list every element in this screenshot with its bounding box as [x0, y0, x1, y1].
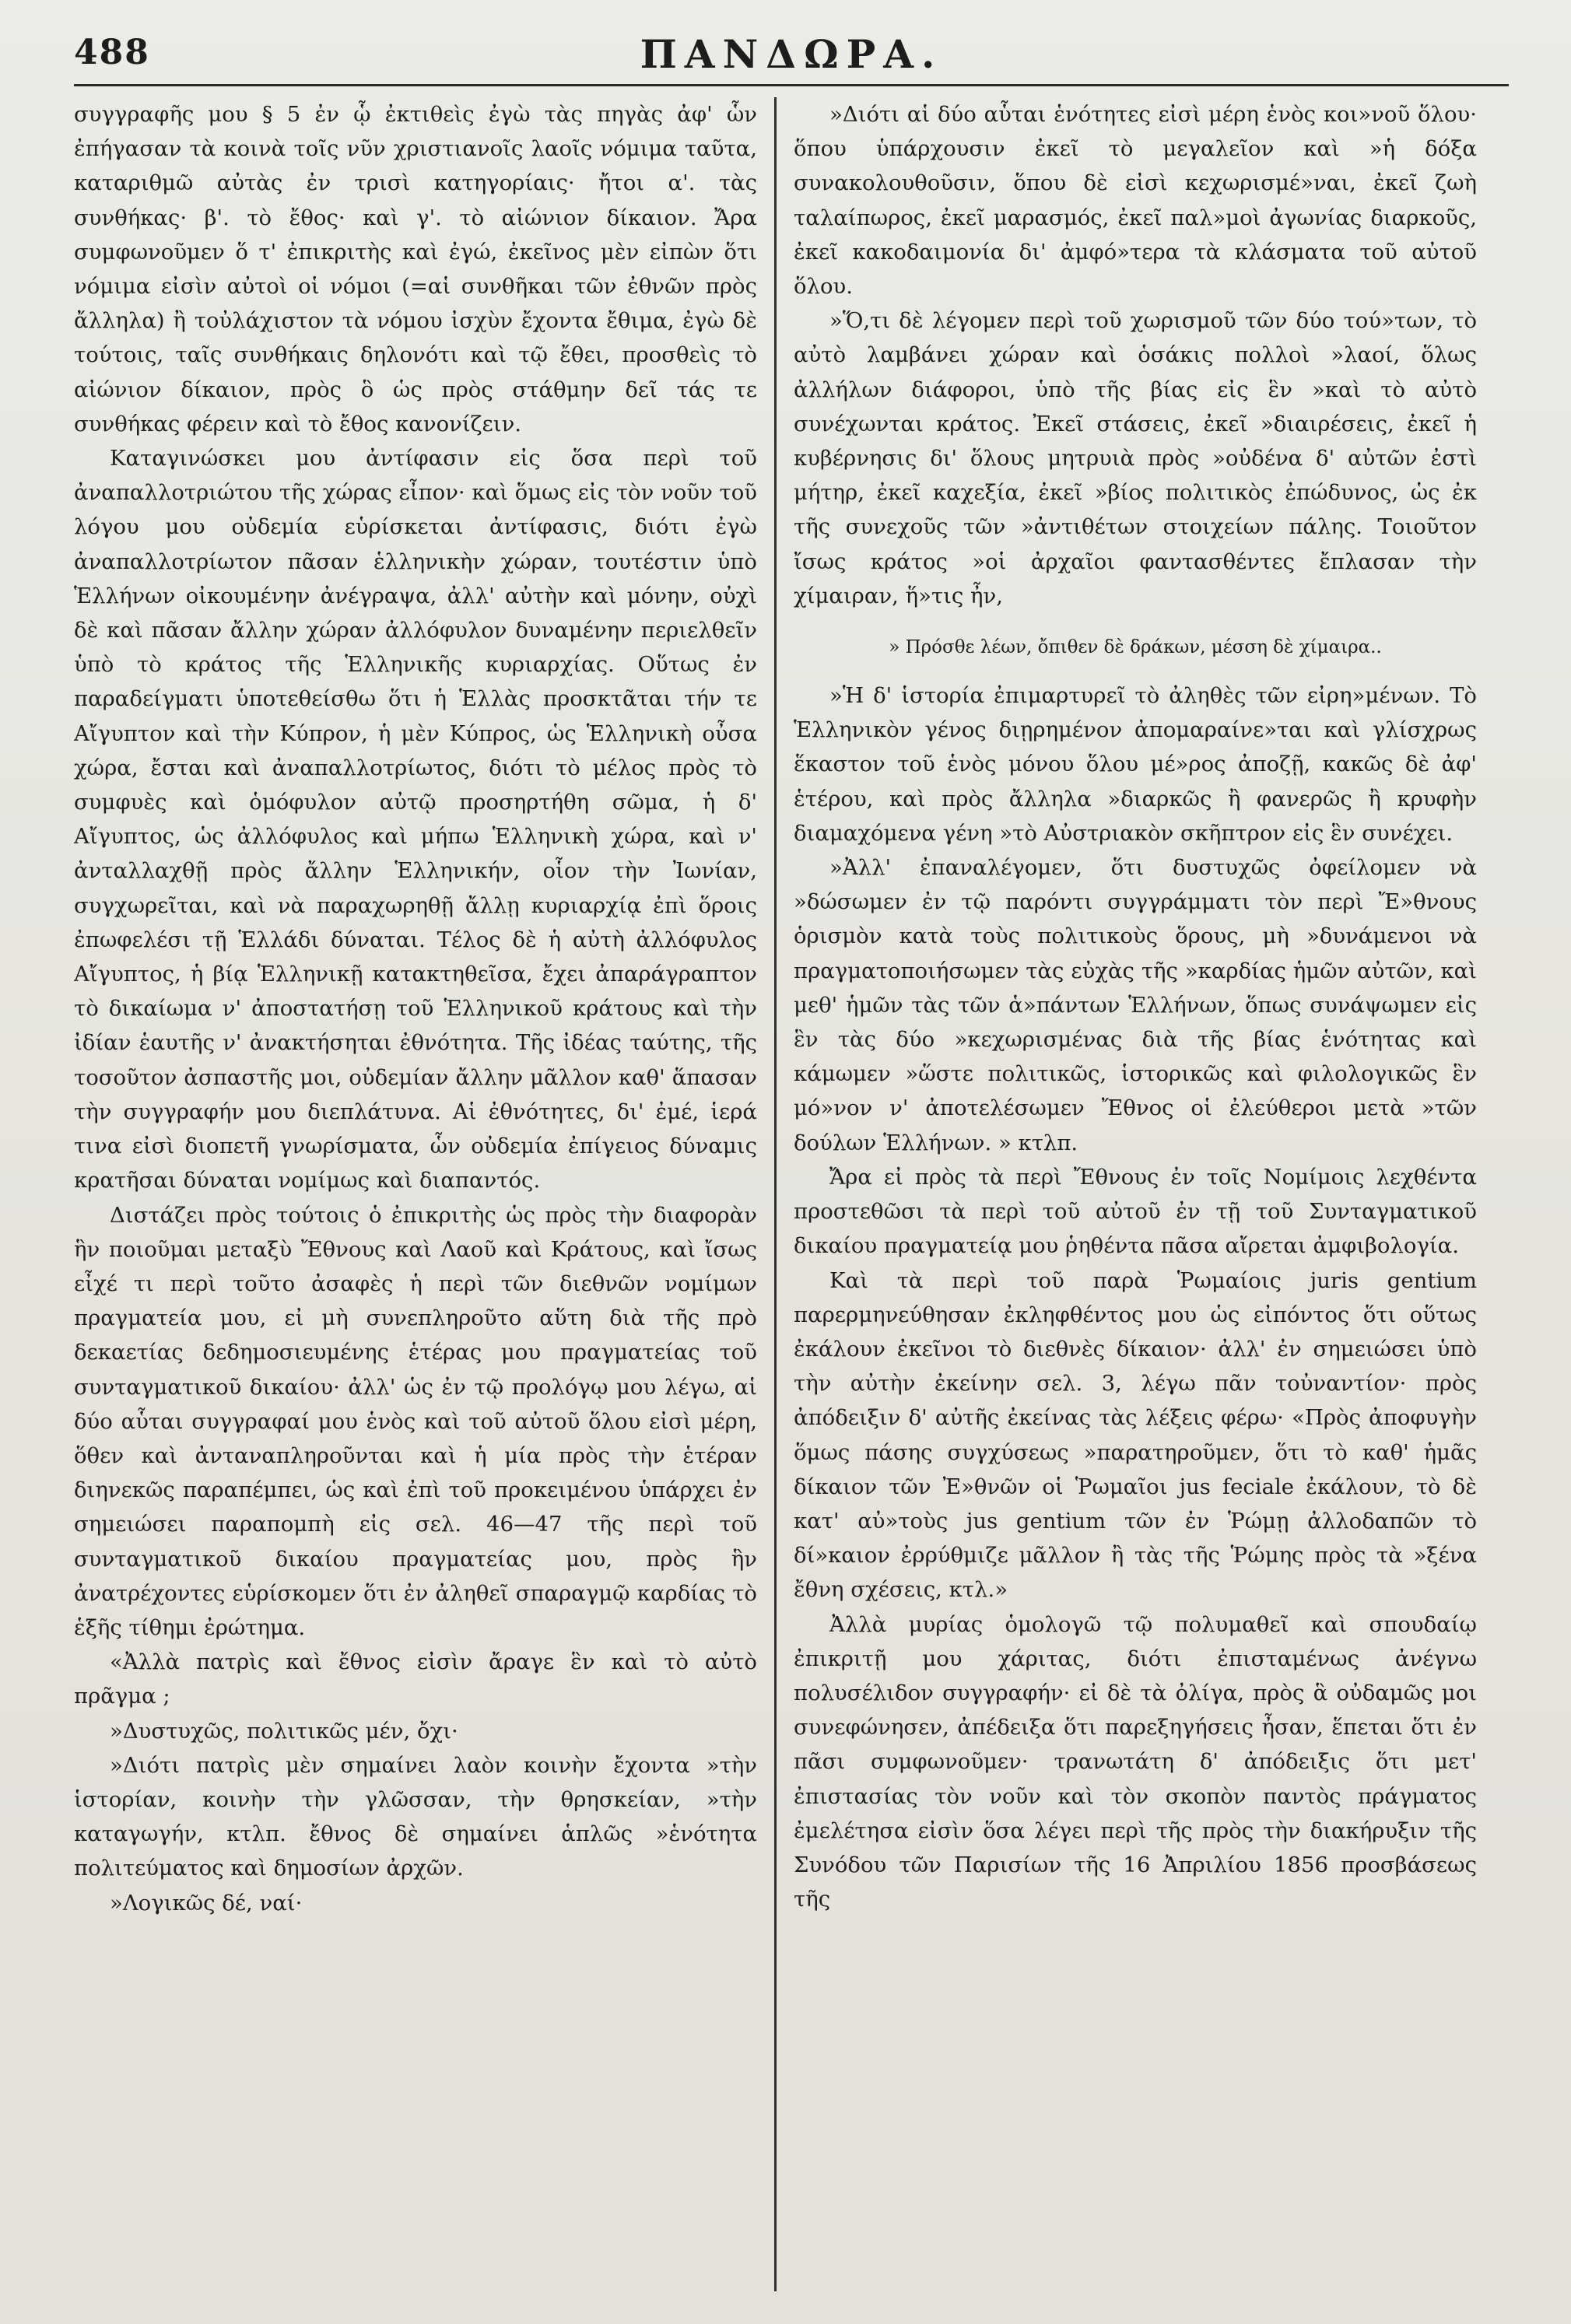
quote-paragraph: »Διότι αἱ δύο αὗται ἑνότητες εἰσὶ μέρη ἑνὸς κοι»νοῦ ὅλου· ὅπου ὑπάρχουσιν ἐκεῖ τὸ μεγαλεῖον καὶ »ἡ δόξα συνακολουθοῦσιν, ὅπου δὲ εἰσὶ κεχωρισμέ»ναι, ἐκεῖ ζωὴ ταλαίπωρος, ἐκεῖ μαρασμός, ἐκεῖ παλ»μοὶ ἀγωνίας διαρκοῦς, ἐκεῖ κακοδαιμονία δι' ἀμφό»τερα τὰ κλάσματα τοῦ αὐτοῦ ὅλου.: [794, 102, 1477, 300]
quote-paragraph: »Ἡ δ' ἱστορία ἐπιμαρτυρεῖ τὸ ἀληθὲς τῶν εἰρη»μένων. Τὸ Ἑλληνικὸν γένος διῃρημένον ἀπομαραίνε»ται καὶ γλίσχρως ἕκαστον τοῦ ἑνὸς μόνου ὅλου μέ»ρος ἀποζῇ, κακῶς δὲ ἀφ' ἑτέρου, καὶ πρὸς ἄλληλα »διαρκῶς ἢ φανερῶς ἢ κρυφὴν διαμαχόμενα γένη »τὸ Αὐστριακὸν σκῆπτρον εἰς ἓν συνέχει.: [794, 683, 1477, 846]
page-number: 488: [74, 33, 150, 72]
left-column: [74, 97, 774, 2291]
quote-paragraph: «Ἀλλὰ πατρὶς καὶ ἔθνος εἰσὶν ἄραγε ἓν καὶ τὸ αὐτὸ πρᾶγμα ;: [74, 1649, 757, 1709]
paragraph: συγγραφῆς μου § 5 ἐν ᾧ ἐκτιθεὶς ἐγὼ τὰς πηγὰς ἀφ' ὧν ἐπήγασαν τὰ κοινὰ τοῖς νῦν χριστιανοῖς λαοῖς νόμιμα ταῦτα, καταριθμῶ αὐτὰς ἐν τρισὶ κατηγορίαις· ἤτοι α'. τὰς συνθήκας· β'. τὸ ἔθος· καὶ γ'. τὸ αἰώνιον δίκαιον. Ἄρα συμφωνοῦμεν ὅ τ' ἐπικριτὴς καὶ ἐγώ, ἐκεῖνος μὲν εἰπὼν ὅτι νόμιμα εἰσὶν αὐτοὶ οἱ νόμοι (=αἱ συνθῆκαι τῶν ἐθνῶν πρὸς ἄλληλα) ἢ τοὐλάχιστον τὰ νόμου ἰσχὺν ἔχοντα ἔθιμα, ἐγὼ δὲ τούτοις, ταῖς συνθήκαις δηλονότι καὶ τῷ ἔθει, προσθεὶς τὸ αἰώνιον δίκαιον, πρὸς ὃ ὡς πρὸς στάθμην δεῖ τάς τε συνθήκας φέρειν καὶ τὸ ἔθος κανονίζειν.: [74, 102, 757, 436]
quote-paragraph: »Λογικῶς δέ, ναί·: [110, 1890, 303, 1916]
quote-paragraph: »Διότι πατρὶς μὲν σημαίνει λαὸν κοινὴν ἔχοντα »τὴν ἱστορίαν, κοινὴν τὴν γλῶσσαν, τὴν θρησκείαν, »τὴν καταγωγήν, κτλπ. ἔθνος δὲ σημαίνει ἁπλῶς »ἑνότητα πολιτεύματος καὶ δημοσίων ἀρχῶν.: [74, 1752, 757, 1881]
text-columns: [74, 97, 1509, 2291]
quote-paragraph: »Ὅ,τι δὲ λέγομεν περὶ τοῦ χωρισμοῦ τῶν δύο τού»των, τὸ αὐτὸ λαμβάνει χώραν καὶ ὁσάκις πολλοὶ »λαοί, ὅλως ἀλλήλων διάφοροι, ὑπὸ τῆς βίας εἰς ἓν »καὶ τὸ αὐτὸ συνέχωνται κράτος. Ἐκεῖ στάσεις, ἐκεῖ »διαιρέσεις, ἐκεῖ ἡ κυβέρνησις δι' ὅλους μητρυιὰ πρὸς »οὐδένα δ' αὐτῶν ἐστὶ μήτηρ, ἐκεῖ καχεξία, ἐκεῖ »βίος πολιτικὸς ἐπώδυνος, ὡς ἐκ τῆς συνεχοῦς τῶν »ἀντιθέτων στοιχείων πάλης. Τοιοῦτον ἴσως κράτος »οἱ ἀρχαῖοι φαντασθέντες ἔπλασαν τὴν χίμαιραν, ἥ»τις ἦν,: [794, 308, 1477, 608]
paragraph: Καταγινώσκει μου ἀντίφασιν εἰς ὅσα περὶ τοῦ ἀναπαλλοτριώτου τῆς χώρας εἶπον· καὶ ὅμως εἰς τὸν νοῦν τοῦ λόγου μου οὐδεμία εὑρίσκεται ἀντίφασις, διότι ἐγὼ ἀναπαλλοτρίωτον πᾶσαν ἑλληνικὴν χώραν, τουτέστιν ὑπὸ Ἑλλήνων οἰκουμένην ἀνέγραψα, ἀλλ' αὐτὴν καὶ μόνην, οὐχὶ δὲ καὶ πᾶσαν ἄλλην χώραν ἀλλόφυλον δυναμένην περιελθεῖν ὑπὸ τὸ κράτος τῆς Ἑλληνικῆς κυριαρχίας. Οὕτως ἐν παραδείγματι ὑποτεθείσθω ὅτι ἡ Ἑλλὰς προσκτᾶται τήν τε Αἴγυπτον καὶ τὴν Κύπρον, ἡ μὲν Κύπρος, ὡς Ἑλληνικὴ οὖσα χώρα, ἔσται καὶ ἀναπαλλοτρίωτος, διότι τὸ μέλος πρὸς τὸ συμφυὲς καὶ ὁμόφυλον αὐτῷ προσηρτήθη σῶμα, ἡ δ' Αἴγυπτος, ὡς ἀλλόφυλος καὶ μήπω Ἑλληνικὴ χώρα, καὶ ν' ἀνταλλαχθῇ πρὸς ἄλλην Ἑλληνικήν, οἷον τὴν Ἰωνίαν, συγχωρεῖται, καὶ νὰ παραχωρηθῇ ἄλλῃ κυριαρχίᾳ ἐπὶ ὅροις ἐπωφελέσι τῇ Ἑλλάδι δύναται. Τέλος δὲ ἡ αὐτὴ ἀλλόφυλος Αἴγυπτος, ἡ βίᾳ Ἑλληνικῇ κατακτηθεῖσα, ἔχει ἀπαράγραπτον τὸ δικαίωμα ν' ἀποστατήσῃ τοῦ Ἑλληνικοῦ κράτους καὶ τὴν ἰδίαν ἑαυτῆς ν' ἀνακτήσηται ἐθνότητα. Τῆς ἰδέας ταύτης, τῆς τοσοῦτον ἀσπαστῆς μοι, οὐδεμίαν ἄλλην μᾶλλον καθ' ἅπασαν τὴν συγγραφήν μου διεπλάτυνα. Αἱ ἐθνότητες, δι' ἐμέ, ἱερά τινα εἰσὶ διοπετῆ γνωρίσματα, ὧν οὐδεμία ἐπίγειος δύναμις κρατῆσαι δύναται νομίμως καὶ διαπαντός.: [74, 446, 758, 1194]
quote-paragraph: »Δυστυχῶς, πολιτικῶς μέν, ὄχι·: [110, 1718, 458, 1744]
page-header: [74, 30, 1509, 86]
paragraph: Ἄρα εἰ πρὸς τὰ περὶ Ἔθνους ἐν τοῖς Νομίμοις λεχθέντα προστεθῶσι τὰ περὶ τοῦ αὐτοῦ ἐν τῇ τοῦ Συνταγματικοῦ δικαίου πραγματείᾳ μου ῥηθέντα πᾶσα αἴρεται ἀμφιβολογία.: [794, 1164, 1477, 1259]
right-column: [777, 97, 1477, 2291]
paragraph: Ἀλλὰ μυρίας ὁμολογῶ τῷ πολυμαθεῖ καὶ σπουδαίῳ ἐπικριτῇ μου χάριτας, διότι ἐπισταμένως ἀνέγνω πολυσέλιδον συγγραφήν· εἰ δὲ τὰ ὀλίγα, πρὸς ἃ οὐδαμῶς μοι συνεφώνησεν, ἀπέδειξα ὅτι παρεξηγήσεις ἦσαν, ἕπεται ὅτι ἐν πᾶσι συμφωνοῦμεν· τρανωτάτη δ' ἀπόδειξις ὅτι μετ' ἐπιστασίας τὸν νοῦν καὶ τὸν σκοπὸν παντὸς πράγματος ἐμελέτησα εἰσὶν ὅσα λέγει περὶ τῆς πρὸς τὴν διακήρυξιν τῆς Συνόδου τῶν Παρισίων τῆς 16 Ἀπριλίου 1856 προσβάσεως τῆς: [794, 1611, 1477, 1912]
running-title: ΠΑΝΔΩΡΑ.: [640, 31, 943, 77]
paragraph: Καὶ τὰ περὶ τοῦ παρὰ Ῥωμαίοις juris gentium παρερμηνεύθησαν ἐκληφθέντος μου ὡς εἰπόντος ὅτι οὕτως ἐκάλουν ἐκεῖνοι τὸ διεθνὲς δίκαιον· ἀλλ' ἐν σημειώσει ὑπὸ τὴν αὐτὴν ἐκείνην σελ. 3, λέγω πᾶν τοὐναντίον· πρὸς ἀπόδειξιν δ' αὐτῆς ἐκείνας τὰς λέξεις φέρω· «Πρὸς ἀποφυγὴν ὅμως πάσης συγχύσεως »παρατηροῦμεν, ὅτι τὸ καθ' ἡμᾶς δίκαιον τῶν Ἐ»θνῶν οἱ Ῥωμαῖοι jus feciale ἐκάλουν, τὸ δὲ κατ' αὐ»τοὺς jus gentium τῶν ἐν Ῥώμῃ ἀλλοδαπῶν τὸ δί»καιον ἐρρύθμιζε μᾶλλον ἢ τὰς τῆς Ῥώμης πρὸς τὰ »ξένα ἔθνη σχέσεις, κτλ.»: [794, 1267, 1477, 1603]
paragraph: Διστάζει πρὸς τούτοις ὁ ἐπικριτὴς ὡς πρὸς τὴν διαφορὰν ἣν ποιοῦμαι μεταξὺ Ἔθνους καὶ Λαοῦ καὶ Κράτους, καὶ ἴσως εἶχέ τι περὶ τοῦτο ἀσαφὲς ἡ περὶ τῶν διεθνῶν νομίμων πραγματεία μου, εἰ μὴ συνεπληροῦτο αὕτη διὰ τῆς πρὸ δεκαετίας δεδημοσιευμένης ἑτέρας μου πραγματείας τοῦ συνταγματικοῦ δικαίου· ἀλλ' ὡς ἐν τῷ προλόγῳ μου λέγω, αἱ δύο αὗται συγγραφαί μου ἑνὸς καὶ τοῦ αὐτοῦ ὅλου εἰσὶ μέρη, ὅθεν καὶ ἀνταναπληροῦνται καὶ ἡ μία πρὸς τὴν ἑτέραν διηνεκῶς παραπέμπει, ὡς καὶ ἐπὶ τοῦ προκειμένου ὑπάρχει ἐν σημειώσει παραπομπὴ εἰς σελ. 46—47 τῆς περὶ τοῦ συνταγματικοῦ δικαίου πραγματείας μου, πρὸς ἣν ἀνατρέχοντες εὑρίσκομεν ὅτι ἐν ἀληθεῖ σπαραγμῷ καρδίας τὸ ἑξῆς τίθημι ἐρώτημα.: [74, 1202, 757, 1640]
verse-quote: » Πρόσθε λέων, ὄπιθεν δὲ δράκων, μέσση δὲ χίμαιρα..: [889, 637, 1382, 658]
quote-paragraph: »Ἀλλ' ἐπαναλέγομεν, ὅτι δυστυχῶς ὀφείλομεν νὰ »δώσωμεν ἐν τῷ παρόντι συγγράμματι τὸν περὶ Ἔ»θνους ὁρισμὸν κατὰ τοὺς πολιτικοὺς ὅρους, μὴ »δυνάμενοι νὰ πραγματοποιήσωμεν τὰς εὐχὰς τῆς »καρδίας ἡμῶν αὐτῶν, καὶ μεθ' ἡμῶν τὰς τῶν ἁ»πάντων Ἑλλήνων, ὅπως συνάψωμεν εἰς ἓν τὰς δύο »κεχωρισμένας διὰ τῆς βίας ἑνότητας καὶ κάμωμεν »ὥστε πολιτικῶς, ἱστορικῶς καὶ φιλολογικῶς ἓν μό»νον ν' ἀποτελέσωμεν Ἔθνος οἱ ἐλεύθεροι μετὰ »τῶν δούλων Ἑλλήνων. » κτλπ.: [794, 855, 1477, 1155]
